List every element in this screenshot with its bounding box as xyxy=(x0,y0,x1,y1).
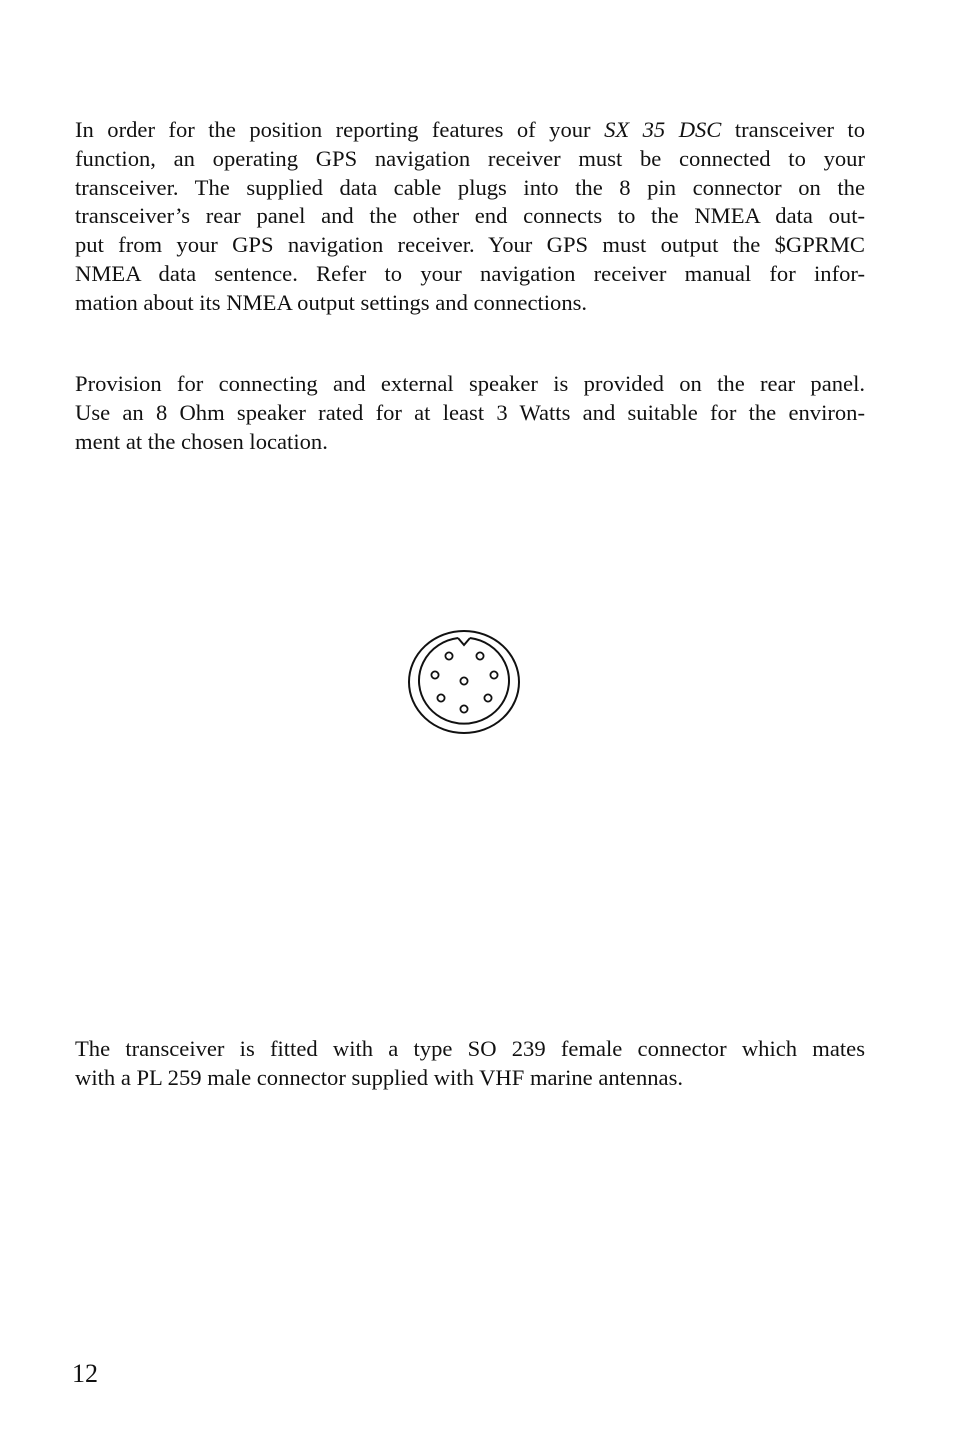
8-pin-din-connector-icon xyxy=(406,628,522,736)
connector-pin xyxy=(484,694,491,701)
connector-pin xyxy=(476,652,483,659)
text-line: NMEA data sentence. Refer to your navigation receiver manual for infor- xyxy=(75,260,865,286)
text-line: Use an 8 Ohm speaker rated for at least 3 Watts and suitable for the environ- xyxy=(75,399,865,425)
model-name: SX 35 DSC xyxy=(604,117,722,142)
text-line: put from your GPS navigation receiver. Your GPS must output the $GPRMC xyxy=(75,232,865,258)
gps-connection-paragraph xyxy=(75,116,865,318)
text-line: with a PL 259 male connector supplied with VHF marine antennas. xyxy=(75,1064,684,1090)
external-speaker-paragraph xyxy=(75,370,865,456)
antenna-connector-paragraph xyxy=(75,1035,865,1093)
text-line: ment at the chosen location. xyxy=(75,428,328,454)
text-line: mation about its NMEA output settings and connections. xyxy=(75,289,588,315)
connector-inner-ring xyxy=(419,638,509,724)
connector-key-notch xyxy=(458,638,470,645)
text-segment: In order for the position reporting features of your xyxy=(75,117,605,142)
connector-pin xyxy=(460,705,467,712)
connector-pin xyxy=(445,652,452,659)
connector-pin xyxy=(460,677,467,684)
connector-pin xyxy=(431,671,438,678)
connector-pin xyxy=(437,694,444,701)
connector-pin xyxy=(490,671,497,678)
text-line: transceiver’s rear panel and the other end connects to the NMEA data out- xyxy=(75,203,865,229)
text-line xyxy=(75,116,865,145)
page-number: 12 xyxy=(72,1359,98,1388)
text-line: Provision for connecting and external speaker is provided on the rear panel. xyxy=(75,371,865,396)
text-line: The transceiver is fitted with a type SO 239 female connector which mates xyxy=(75,1036,865,1061)
text-line: transceiver. The supplied data cable plugs into the 8 pin connector on the xyxy=(75,174,865,200)
text-segment: transceiver to xyxy=(721,117,866,142)
text-line: function, an operating GPS navigation receiver must be connected to your xyxy=(75,145,865,171)
